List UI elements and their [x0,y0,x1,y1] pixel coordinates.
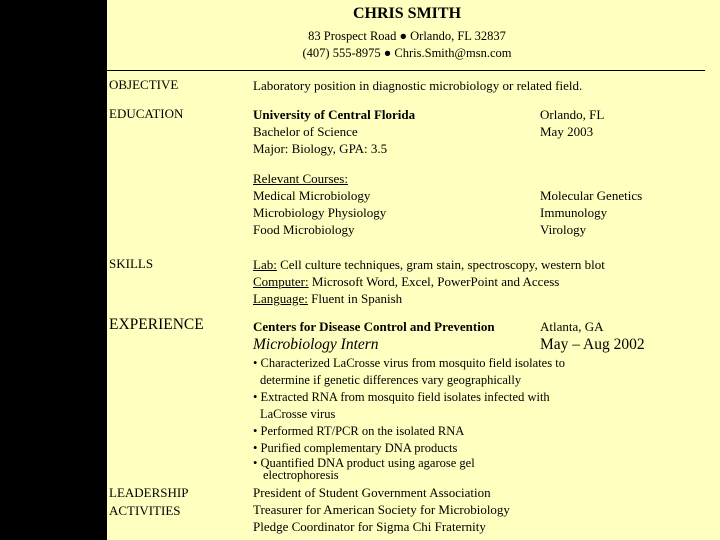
leadership-item: Pledge Coordinator for Sigma Chi Fraternity [253,519,486,534]
leadership-item: Treasurer for American Society for Microbiology [253,502,510,517]
skills-list [253,256,605,307]
bullet-line: • Characterized LaCrosse virus from mosquito field isolates to [253,356,565,370]
course-item: Food Microbiology [253,222,355,237]
left-black-bar [0,0,107,540]
skill-lab [253,256,605,273]
skill-language-text: Fluent in Spanish [307,291,403,306]
skill-computer-label: Computer: [253,274,309,289]
course-item: Immunology [540,205,608,220]
leadership-label [109,484,188,520]
skill-lab-text: Cell culture techniques, gram stain, spectroscopy, western blot [276,257,605,272]
courses-right [540,187,642,238]
leadership-label-line1: LEADERSHIP [109,485,189,500]
experience-bullets [253,355,565,481]
employer-location: Atlanta, GA [540,319,604,334]
resume-name: CHRIS SMITH [352,5,462,22]
bullet-line: • Purified complementary DNA products [253,441,458,455]
course-item: Microbiology Physiology [253,205,387,220]
education-date: May 2003 [540,124,594,139]
course-item: Molecular Genetics [540,188,643,203]
education-label: EDUCATION [109,106,184,121]
education-location: Orlando, FL [540,107,605,122]
objective-text: Laboratory position in diagnostic microbiology or related field. [253,78,583,93]
bullet-line: • Performed RT/PCR on the isolated RNA [253,424,465,438]
bullet-line: • Extracted RNA from mosquito field isolates infected with [253,390,550,404]
skill-language-label: Language: [253,291,308,306]
skill-language [253,290,605,307]
courses-left [253,170,386,238]
bullet-line: electrophoresis [263,468,339,482]
leadership-label-line2: ACTIVITIES [109,503,181,518]
employer-name: Centers for Disease Control and Prevention [253,319,495,334]
education-location-date [540,106,604,140]
course-item: Medical Microbiology [253,188,371,203]
course-item: Virology [540,222,587,237]
bullet-line: determine if genetic differences vary geographically [260,373,522,387]
education-details [253,106,415,157]
job-dates: May – Aug 2002 [540,336,645,353]
school-name: University of Central Florida [253,107,416,122]
skill-lab-label: Lab: [253,257,277,272]
courses-heading: Relevant Courses: [253,171,348,186]
contact-line: (407) 555-8975 ● Chris.Smith@msn.com [302,46,512,60]
header-divider [107,70,705,71]
leadership-list [253,484,510,535]
bullet-line: LaCrosse virus [260,407,336,421]
skill-computer [253,273,605,290]
degree: Bachelor of Science [253,124,358,139]
bullet-line: • Quantified DNA product using agarose gel [253,456,475,470]
job-title: Microbiology Intern [253,336,379,353]
address-line: 83 Prospect Road ● Orlando, FL 32837 [308,29,506,43]
objective-label: OBJECTIVE [109,77,179,92]
major-gpa: Major: Biology, GPA: 3.5 [253,141,388,156]
experience-label: EXPERIENCE [109,316,204,333]
contact-block [107,28,707,62]
leadership-item: President of Student Government Association [253,485,491,500]
skill-computer-text: Microsoft Word, Excel, PowerPoint and Access [308,274,560,289]
skills-label: SKILLS [109,256,154,271]
